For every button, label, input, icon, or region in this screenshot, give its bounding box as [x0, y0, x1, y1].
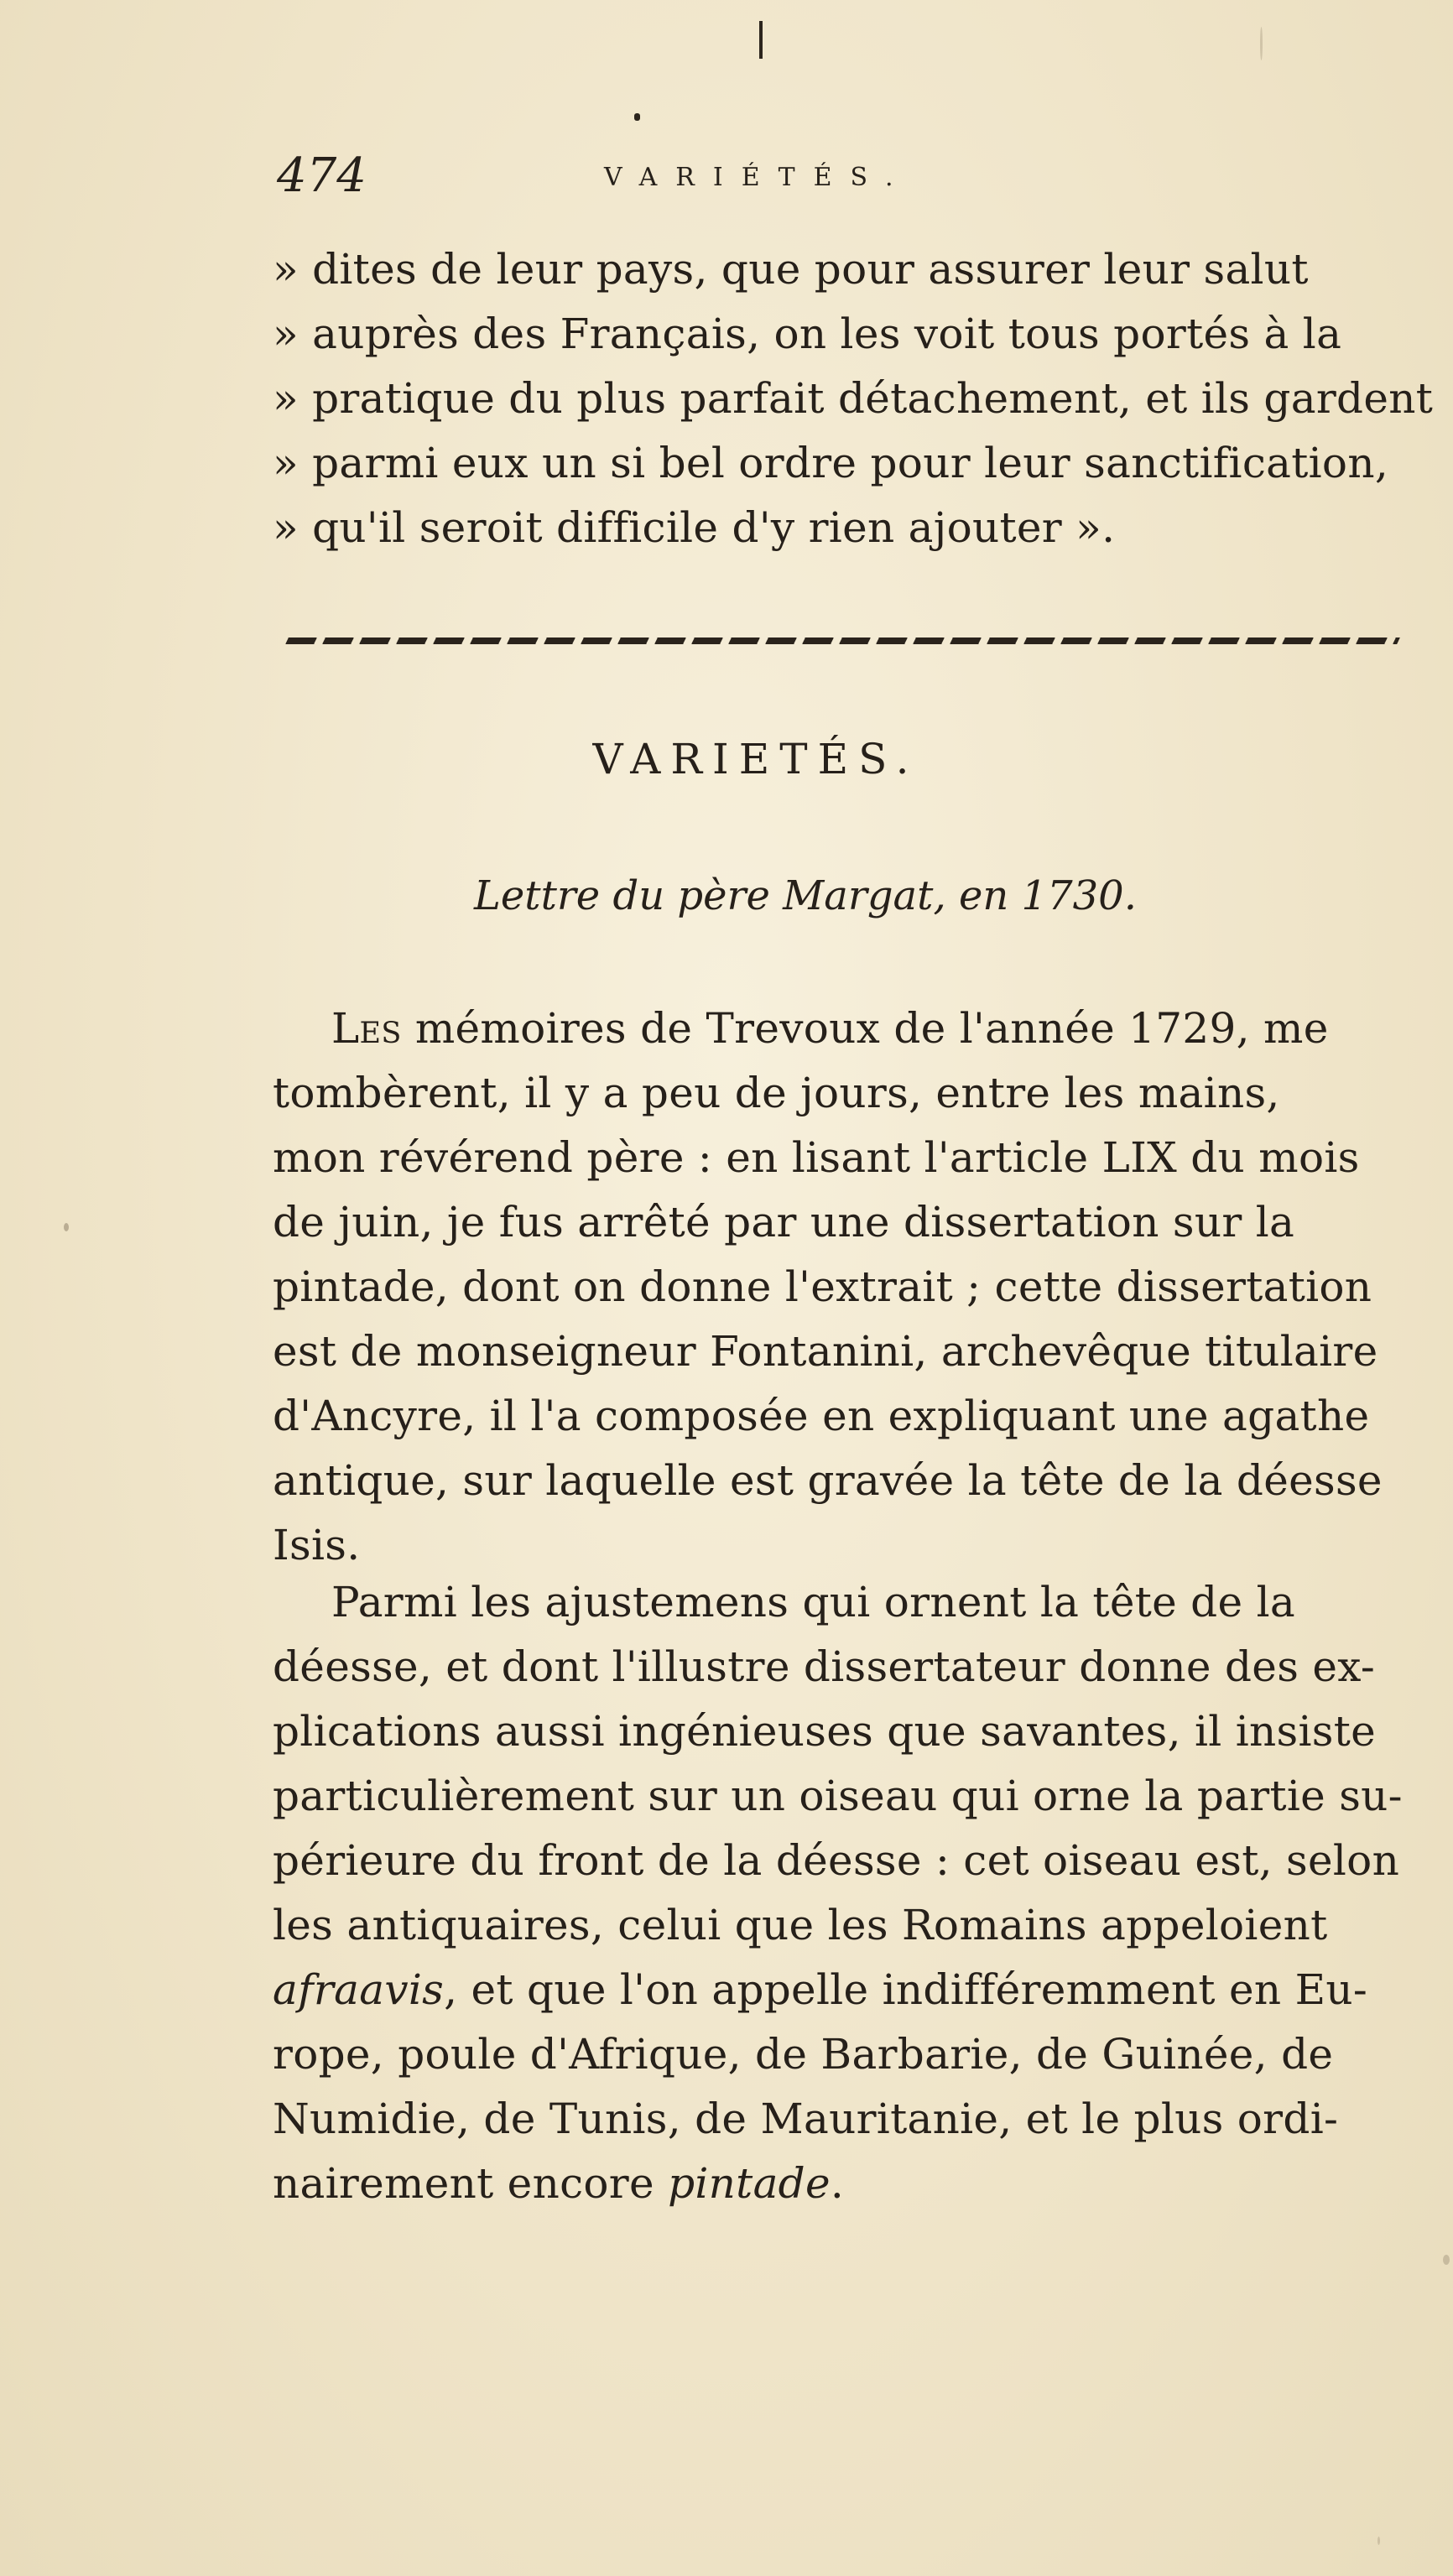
paragraph-line: antique, sur laquelle est gravée la tête de la déesse	[273, 1456, 1383, 1505]
running-title: VARIÉTÉS.	[604, 163, 912, 192]
italic-term: afraavis	[273, 1965, 445, 2014]
running-head	[0, 147, 1453, 206]
ornamental-divider	[285, 637, 1400, 644]
paragraph-line: Isis.	[273, 1521, 361, 1569]
paragraph-line-punctuation: .	[830, 2159, 845, 2208]
quote-line: » auprès des Français, on les voit tous portés à la	[273, 310, 1342, 358]
paragraph-line: plications aussi ingénieuses que savantes, il insiste	[273, 1707, 1377, 1756]
paragraph-line-text: nairement encore	[273, 2159, 669, 2208]
paragraph-line-text: mémoires de Trevoux de l'année 1729, me	[401, 1004, 1329, 1053]
paragraph-line: déesse, et dont l'illustre dissertateur donne des ex-	[273, 1642, 1376, 1691]
quote-line: » qu'il seroit difficile d'y rien ajouter ».	[273, 503, 1116, 552]
page-dot	[634, 113, 640, 121]
section-title	[0, 730, 1453, 788]
paragraph-line: Parmi les ajustemens qui ornent la tête de la	[331, 1578, 1295, 1626]
paragraph-line	[273, 1964, 1367, 2016]
paragraph-line: d'Ancyre, il l'a composée en expliquant une agathe	[273, 1392, 1370, 1440]
paragraph-line-text: , et que l'on appelle indifféremment en Eu-	[444, 1965, 1368, 2014]
paragraph-line: de juin, je fus arrêté par une dissertation sur la	[273, 1198, 1295, 1246]
page-number: 474	[277, 148, 367, 203]
quote-line: » pratique du plus parfait détachement, et ils gardent	[273, 374, 1434, 423]
section-subtitle: Lettre du père Margat, en 1730.	[474, 872, 1137, 919]
paragraph-line: rope, poule d'Afrique, de Barbarie, de Guinée, de	[273, 2030, 1334, 2079]
paragraph-line: pintade, dont on donne l'extrait ; cette dissertation	[273, 1262, 1372, 1311]
paragraph-line: Numidie, de Tunis, de Mauritanie, et le plus ordi-	[273, 2095, 1339, 2143]
small-caps-opening: Les	[331, 1004, 402, 1053]
page-speck	[1377, 2537, 1380, 2545]
paragraph-line: mon révérend père : en lisant l'article LIX du mois	[273, 1133, 1360, 1182]
paragraph-line: périeure du front de la déesse : cet oiseau est, selon	[273, 1836, 1400, 1885]
page-speck	[1443, 2255, 1450, 2265]
paragraph-first-line	[331, 1002, 1329, 1054]
page-mark	[759, 21, 763, 59]
page-speck	[1260, 27, 1263, 60]
paragraph-line: est de monseigneur Fontanini, archevêque titulaire	[273, 1327, 1378, 1376]
quote-line: » parmi eux un si bel ordre pour leur sanctification,	[273, 439, 1389, 487]
paragraph-line: particulièrement sur un oiseau qui orne la partie su-	[273, 1772, 1403, 1820]
page-speck	[64, 1223, 69, 1231]
paragraph-line	[273, 2157, 844, 2209]
italic-term: pintade	[668, 2159, 831, 2208]
paragraph-line: tombèrent, il y a peu de jours, entre les mains,	[273, 1069, 1280, 1117]
paragraph-line: les antiquaires, celui que les Romains appeloient	[273, 1901, 1328, 1949]
section-title-text: VARIETÉS.	[592, 735, 919, 783]
quote-line: » dites de leur pays, que pour assurer leur salut	[273, 245, 1309, 294]
